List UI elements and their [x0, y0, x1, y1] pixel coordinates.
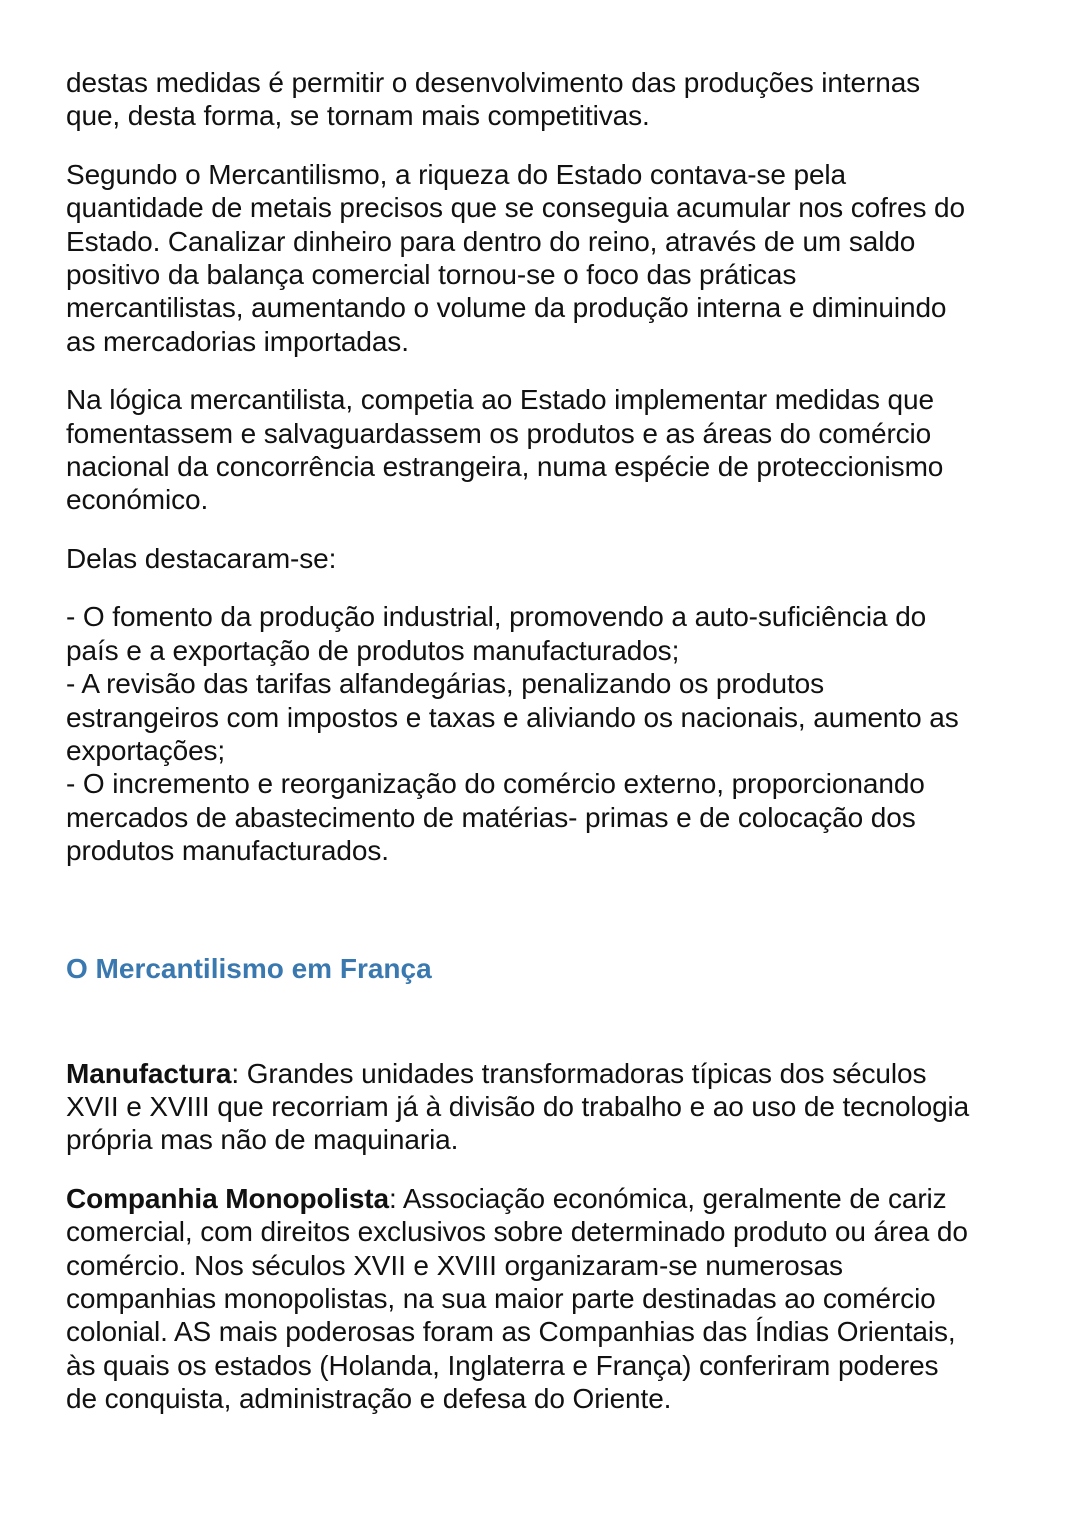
definition-first-line — [66, 1182, 1026, 1215]
list-item-line: - A revisão das tarifas alfandegárias, penalizando os produtos — [66, 668, 825, 700]
text-line: quantidade de metais precisos que se conseguia acumular nos cofres do — [66, 192, 965, 224]
definition-manufactura — [66, 1057, 1026, 1157]
list-item-line: país e a exportação de produtos manufacturados; — [66, 634, 680, 666]
paragraph-wealth — [66, 158, 1026, 358]
text-line: positivo da balança comercial tornou-se o foco das práticas — [66, 259, 797, 291]
text-line: as mercadorias importadas. — [66, 325, 409, 357]
text-line: companhias monopolistas, na sua maior parte destinadas ao comércio — [66, 1282, 936, 1314]
text-line: comércio. Nos séculos XVII e XVIII organizaram-se numerosas — [66, 1249, 843, 1281]
text-line: Na lógica mercantilista, competia ao Estado implementar medidas que — [66, 384, 934, 416]
definition-text: : Grandes unidades transformadoras típicas dos séculos — [231, 1057, 927, 1089]
section-heading: O Mercantilismo em França — [66, 952, 432, 984]
text-line: económico. — [66, 484, 209, 516]
measures-list — [66, 600, 1026, 867]
text-line: comercial, com direitos exclusivos sobre determinado produto ou área do — [66, 1216, 968, 1248]
document-page — [66, 66, 1026, 1441]
text-line: nacional da concorrência estrangeira, numa espécie de proteccionismo — [66, 451, 944, 483]
text-line: própria mas não de maquinaria. — [66, 1124, 459, 1156]
definition-companhia-monopolista — [66, 1182, 1026, 1416]
list-item-line: mercados de abastecimento de matérias- primas e de colocação dos — [66, 801, 916, 833]
list-item-line: - O fomento da produção industrial, promovendo a auto-suficiência do — [66, 601, 927, 633]
list-intro: Delas destacaram-se: — [66, 542, 337, 574]
text-line: de conquista, administração e defesa do Oriente. — [66, 1383, 672, 1415]
text-line: Segundo o Mercantilismo, a riqueza do Estado contava-se pela — [66, 158, 847, 190]
text-line: fomentassem e salvaguardassem os produtos e as áreas do comércio — [66, 417, 932, 449]
definition-first-line — [66, 1057, 1026, 1090]
text-line: mercantilistas, aumentando o volume da produção interna e diminuindo — [66, 292, 947, 324]
text-line: destas medidas é permitir o desenvolvimento das produções internas — [66, 67, 921, 98]
list-item-line: - O incremento e reorganização do comércio externo, proporcionando — [66, 768, 925, 800]
text-line: que, desta forma, se tornam mais competitivas. — [66, 100, 650, 132]
text-line: Estado. Canalizar dinheiro para dentro do reino, através de um saldo — [66, 225, 916, 257]
list-item-line: produtos manufacturados. — [66, 835, 389, 867]
text-line: colonial. AS mais poderosas foram as Companhias das Índias Orientais, — [66, 1316, 956, 1348]
text-line: às quais os estados (Holanda, Inglaterra e França) conferiram poderes — [66, 1349, 939, 1381]
text-line: XVII e XVIII que recorriam já à divisão do trabalho e ao uso de tecnologia — [66, 1090, 970, 1122]
list-item-line: estrangeiros com impostos e taxas e aliviando os nacionais, aumento as — [66, 701, 959, 733]
definition-term: Companhia Monopolista — [66, 1182, 390, 1214]
intro-paragraph — [66, 66, 1026, 133]
definition-term: Manufactura — [66, 1057, 232, 1089]
paragraph-logic — [66, 383, 1026, 517]
list-item-line: exportações; — [66, 734, 226, 766]
definition-text: : Associação económica, geralmente de cariz — [389, 1182, 947, 1214]
